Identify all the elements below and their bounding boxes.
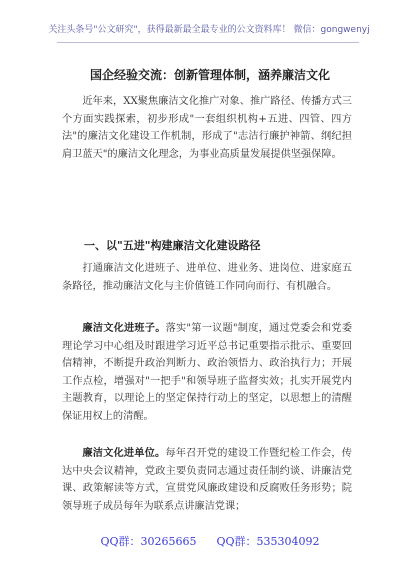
paragraph-body: 落实"第一议题"制度，通过党委会和党委理论学习中心组及时跟进学习近平总书记重要指示批示、重要回信精神，不断提升政治判断力、政治领悟力、政治执行力；开展工作点检，增强对"一把手"和领导班子监督实效；扎实开展党内主题教育，以理论上的坚定保持行动上的坚定，以思想上的清醒保证用权上的清醒。 (62, 323, 353, 422)
section-intro-paragraph: 打通廉洁文化进班子、进单位、进业务、进岗位、进家庭五条路径，推动廉洁文化与主价值链工作同向而行、有机融合。 (62, 263, 352, 292)
banner-divider (57, 42, 359, 43)
paragraph-unit (62, 445, 352, 515)
section-heading: 一、以"五进"构建廉洁文化建设路径 (84, 239, 261, 252)
intro-paragraph: 近年来，XX聚焦廉洁文化推广对象、推广路径、传播方式三个方面实践探索，初步形成"一套组织机构+五进、四管、四方法"的廉洁文化建设工作机制，形成了"志洁行廉护神箭、纲纪担肩卫蓝天"的廉洁文化理念，为事业高质量发展提供坚强保障。 (62, 96, 352, 160)
paragraph-lead: 廉洁文化进单位。 (82, 447, 166, 459)
paragraph-leadership (62, 320, 352, 425)
qq-group-2: QQ群：535304092 (216, 535, 320, 548)
qq-group-1: QQ群：30265665 (100, 535, 197, 548)
paragraph-lead: 廉洁文化进班子。 (82, 322, 166, 334)
document-title: 国企经验交流：创新管理体制，涵养廉洁文化 (89, 68, 330, 82)
footer-qq-groups (60, 533, 360, 549)
top-banner: 关注头条号"公文研究"，获得最新最全最专业的公文资料库！ 微信：gongwenyj (48, 25, 370, 35)
paragraph-body: 每年召开党的建设工作暨纪检工作会，传达中央会议精神，党政主要负责同志通过责任制约谈、讲廉洁党课、政策解读等方式，宣贯党风廉政建设和反腐败任务形势；院领导班子成员每年为联系点讲廉洁党课； (62, 448, 352, 512)
